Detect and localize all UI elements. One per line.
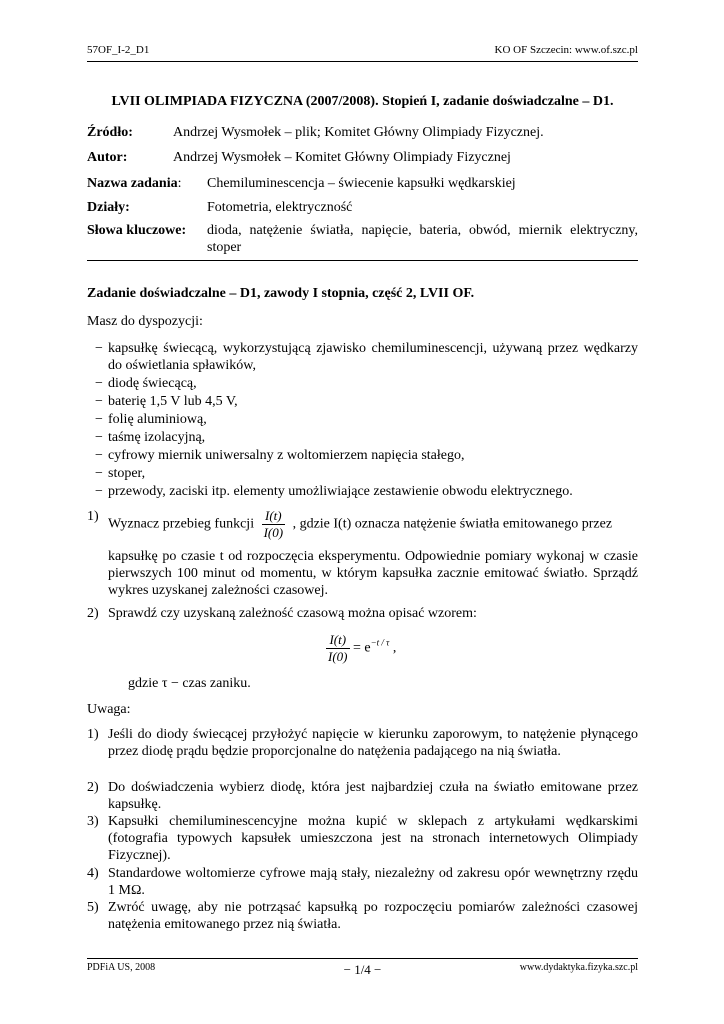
meta-rule	[87, 260, 638, 261]
note-3: 3) Kapsułki chemiluminescencyjne można kupić w sklepach z artykułami wędkarskimi (fotografia typowych kapsułek umieszczona jest na stronach internetowych Olimpiady Fizycznej).	[87, 814, 638, 863]
meta-task-key: Nazwa zadania:	[87, 176, 182, 191]
task-1-number: 1)	[87, 509, 99, 524]
list-item: − przewody, zaciski itp. elementy umożliwiające zestawienie obwodu elektrycznego.	[95, 484, 573, 499]
meta-keywords-key: Słowa kluczowe:	[87, 223, 187, 238]
intro-text: Masz do dyspozycji:	[87, 314, 203, 329]
meta-author-value: Andrzej Wysmołek – Komitet Główny Olimpiady Fizycznej	[173, 150, 511, 165]
list-item: − stoper,	[95, 466, 146, 481]
task-1-fraction: $\frac{I(t)}{I(0)}$	[263, 508, 284, 540]
note-title: Uwaga:	[87, 702, 131, 717]
footer-right: www.dydaktyka.fizyka.szc.pl	[519, 962, 638, 973]
list-item: − kapsułkę świecącą, wykorzystującą zjawisko chemiluminescencji, używaną przez wędkarzy do oświetlania spławików,	[95, 341, 638, 373]
meta-task-value: Chemiluminescencja – świecenie kapsułki wędkarskiej	[207, 176, 516, 191]
note-2: 2) Do doświadczenia wybierz diodę, która jest najbardziej czuła na światło emitowane przez kapsułkę.	[87, 780, 638, 812]
task-2	[87, 605, 638, 622]
task-1	[87, 508, 638, 541]
task-1-after: , gdzie I(t) oznacza natężenie światła emitowanego przez	[292, 516, 613, 532]
footer-left: PDFiA US, 2008	[87, 962, 156, 973]
list-item: − baterię 1,5 V lub 4,5 V,	[95, 394, 238, 409]
note-1: 1) Jeśli do diody świecącej przyłożyć napięcie w kierunku zaporowym, to natężenie płynącego przez diodę prądu będzie proporcjonalne do natężenia padającego na nią światła.	[87, 727, 638, 759]
task-1-rest: kapsułkę po czasie t od rozpoczęcia eksperymentu. Odpowiednie pomiary wykonaj w czasie pierwszych 100 minut od momentu, w którym kapsułka zacznie emitować światło. Sprządź wykres uzyskanej zależności czasowej.	[108, 549, 638, 598]
task-2-number: 2)	[87, 606, 99, 621]
meta-keywords-value: dioda, natężenie światła, napięcie, bateria, obwód, miernik elektryczny, stoper	[207, 223, 638, 255]
meta-source-key: Źródło:	[87, 125, 133, 140]
meta-fields-key: Działy:	[87, 200, 130, 215]
formula-fraction: $\frac{I(t)}{I(0)}$	[328, 632, 348, 664]
meta-source-value: Andrzej Wysmołek – plik; Komitet Główny Olimpiady Fizycznej.	[173, 125, 544, 140]
meta-fields-value: Fotometria, elektryczność	[207, 200, 353, 215]
section-title: Zadanie doświadczalne – D1, zawody I stopnia, część 2, LVII OF.	[87, 286, 475, 301]
document-title: LVII OLIMPIADA FIZYCZNA (2007/2008). Stopień I, zadanie doświadczalne – D1.	[111, 94, 614, 109]
list-item: − taśmę izolacyjną,	[95, 430, 206, 445]
decay-formula: $\frac{I(t)}{I(0)}$ = $e^{-t / \tau}$ ,	[328, 632, 397, 664]
note-5: 5) Zwróć uwagę, aby nie potrząsać kapsułką po rozpoczęciu pomiarów zależności czasowej natężenia emitowanego przez nią światła.	[87, 900, 638, 932]
task-2-text: Sprawdź czy uzyskaną zależność czasową można opisać wzorem:	[108, 606, 477, 621]
list-item: − cyfrowy miernik uniwersalny z woltomierzem napięcia stałego,	[95, 448, 465, 463]
task-1-lead: Wyznacz przebieg funkcji	[108, 516, 255, 532]
page-number: − 1/4 −	[343, 962, 382, 977]
header-left: 57OF_I-2_D1	[87, 44, 150, 56]
header-right: KO OF Szczecin: www.of.szc.pl	[494, 44, 638, 56]
header-rule	[87, 61, 638, 62]
footer-rule	[87, 958, 638, 959]
list-item: − folię aluminiową,	[95, 412, 207, 427]
meta-author-key: Autor:	[87, 150, 128, 165]
equipment-list	[87, 340, 638, 501]
tau-definition: gdzie τ − czas zaniku.	[128, 676, 251, 691]
list-item: − diodę świecącą,	[95, 376, 197, 391]
note-4: 4) Standardowe woltomierze cyfrowe mają stały, niezależny od zakresu opór wewnętrzny rzędu 1 MΩ.	[87, 866, 638, 898]
